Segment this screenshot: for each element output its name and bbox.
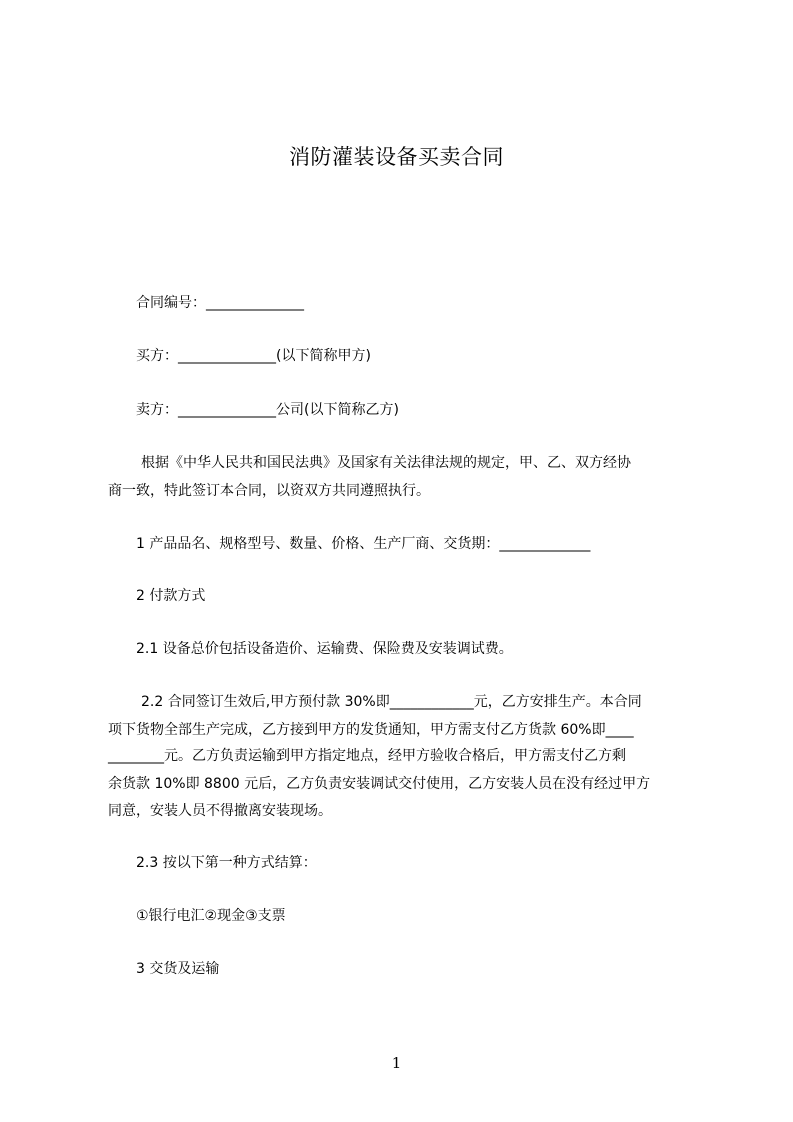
clause-2-2-line-4: 余货款 10%即 8800 元后，乙方负责安装调试交付使用，乙方安装人员在没有经过甲方	[108, 776, 651, 792]
page-number: 1	[391, 1054, 402, 1072]
payment-options: ①银行电汇②现金③支票	[136, 908, 286, 924]
clause-2-3: 2.3 按以下第一种方式结算：	[136, 855, 317, 871]
clause-2-2-line-3: ________元。乙方负责运输到甲方指定地点，经甲方验收合格后，甲方需支付乙方剩	[108, 748, 626, 764]
clause-2-2-line-5: 同意，安装人员不得撤离安装现场。	[108, 803, 332, 819]
intro-paragraph-line-2: 商一致，特此签订本合同，以资双方共同遵照执行。	[108, 483, 430, 499]
clause-3-heading: 3 交货及运输	[136, 961, 220, 977]
document-title: 消防灌装设备买卖合同	[289, 145, 504, 169]
clause-1-heading: 1 产品品名、规格型号、数量、价格、生产厂商、交货期：_____________	[136, 536, 591, 552]
clause-2-2-line-2: 项下货物全部生产完成，乙方接到甲方的发货通知，甲方需支付乙方货款 60%即____	[108, 722, 634, 738]
seller-line: 卖方：______________公司(以下简称乙方)	[136, 402, 399, 418]
clause-2-heading: 2 付款方式	[136, 588, 206, 604]
contract-number-line: 合同编号：______________	[136, 295, 304, 311]
clause-2-2-line-1: 2.2 合同签订生效后,甲方预付款 30%即____________元，乙方安排生产。本合同	[141, 694, 642, 710]
buyer-line: 买方：______________(以下简称甲方)	[136, 348, 371, 364]
clause-2-1: 2.1 设备总价包括设备造价、运输费、保险费及安装调试费。	[136, 641, 513, 657]
intro-paragraph-line-1: 根据《中华人民共和国民法典》及国家有关法律法规的规定，甲、乙、双方经协	[141, 455, 631, 471]
